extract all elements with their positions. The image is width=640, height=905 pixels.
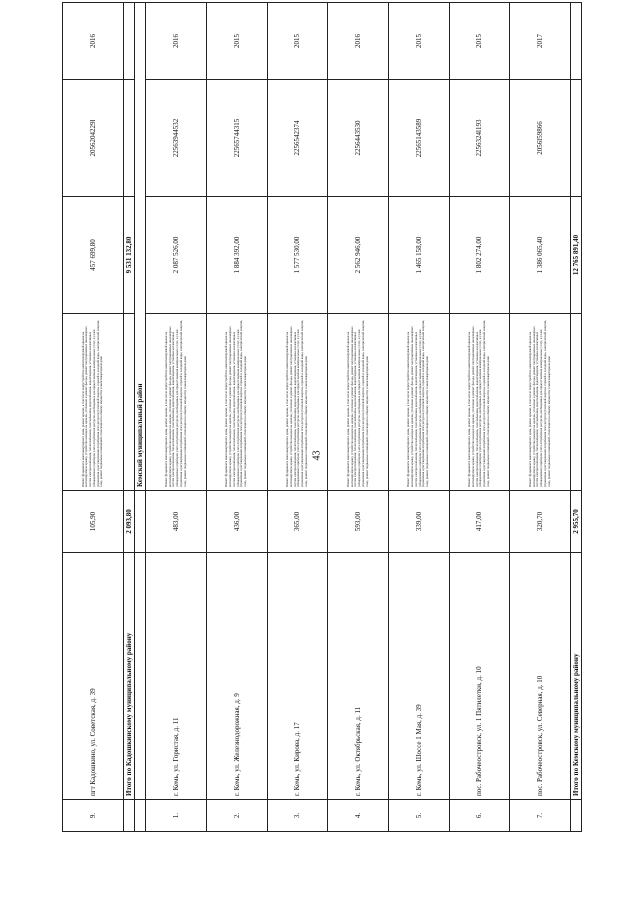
- table-row: [510, 3, 571, 832]
- area-cell: 436,00: [206, 491, 267, 553]
- total-cost: 9 531 132,80: [123, 197, 134, 314]
- work-description-cell: Ремонт фундамента многоквартирного дома, ремонт крыши, в том числе переустройство невентилируемой крыши на вентилируемую крышу, устройство выходов на кровлю, утепление и ремонт фасада, ремонт внутридомовых инженерных систем электроснабжения, теплоснабжения, газоснабжения, водоснабжения, водоотведения, установка коллективных (общедомовых) приборов учета потребления ресурсов, необходимых для предоставления коммунальных услуг, и узлов управления и регулирования потребления этих ресурсов (тепловой энергии, горячей и холодной воды, электрической энергии, газа), ремонт подвальных помещений, относящихся к общему имуществу в многоквартирном доме: [206, 314, 267, 491]
- section-title: Кемский муниципальный район: [134, 3, 146, 491]
- year-cell: 2015: [449, 3, 510, 80]
- year-cell: 2017: [510, 3, 571, 80]
- table-row: [328, 3, 389, 832]
- total-empty: [571, 314, 582, 491]
- cost-cell: 457 699,80: [63, 197, 124, 314]
- year-cell: 2015: [206, 3, 267, 80]
- cost-cell: 2 087 526,00: [146, 197, 207, 314]
- object-code-cell: 2256324l193: [449, 80, 510, 197]
- table-row: [267, 3, 328, 832]
- object-code-cell: 2256542374: [267, 80, 328, 197]
- cost-cell: 1 386 065,40: [510, 197, 571, 314]
- table-row: [449, 3, 510, 832]
- cost-cell: 1 802 274,00: [449, 197, 510, 314]
- table-row: [146, 3, 207, 832]
- work-description-cell: Ремонт фундамента многоквартирного дома, ремонт крыши, в том числе переустройство невентилируемой крыши на вентилируемую крышу, устройство выходов на кровлю, утепление и ремонт фасада, ремонт внутридомовых инженерных систем электроснабжения, теплоснабжения, газоснабжения, водоснабжения, водоотведения, установка коллективных (общедомовых) приборов учета потребления ресурсов, необходимых для предоставления коммунальных услуг, и узлов управления и регулирования потребления этих ресурсов (тепловой энергии, горячей и холодной воды, электрической энергии, газа), ремонт подвальных помещений, относящихся к общему имуществу в многоквартирном доме: [146, 314, 207, 491]
- total-area: 2 955,70: [571, 491, 582, 553]
- address-cell: пос. Рабочеостровск, ул. 1 Пятилетки, д. 10: [449, 553, 510, 800]
- area-cell: 365,00: [267, 491, 328, 553]
- area-cell: 483,00: [146, 491, 207, 553]
- total-row: [123, 3, 134, 832]
- area-cell: 320,70: [510, 491, 571, 553]
- section-empty: [134, 800, 146, 832]
- total-row: [571, 3, 582, 832]
- area-cell: 417,00: [449, 491, 510, 553]
- object-code-cell: 22565143589: [388, 80, 449, 197]
- cost-cell: 1 577 530,00: [267, 197, 328, 314]
- total-empty: [123, 314, 134, 491]
- row-number: 1.: [146, 800, 207, 832]
- year-cell: 2016: [328, 3, 389, 80]
- total-empty: [571, 800, 582, 832]
- row-number: 5.: [388, 800, 449, 832]
- address-cell: пгт Кадошкино, ул. Советская, д. 39: [63, 553, 124, 800]
- total-empty: [123, 3, 134, 80]
- section-row: [134, 3, 146, 832]
- object-code-cell: 2056l59866: [510, 80, 571, 197]
- total-label: Итого по Кадошкинскому муниципальному району: [123, 553, 134, 800]
- table-row: [206, 3, 267, 832]
- total-empty: [571, 3, 582, 80]
- year-cell: 2015: [267, 3, 328, 80]
- address-cell: пос. Рабочеостровск, ул. Северная, д. 10: [510, 553, 571, 800]
- rotated-table-wrapper: [62, 34, 582, 832]
- address-cell: г. Кемь, ул. Октябрьская, д. 11: [328, 553, 389, 800]
- address-cell: г. Кемь, ул. Шоссе 1 Мая, д. 39: [388, 553, 449, 800]
- work-description-cell: Ремонт фундамента многоквартирного дома, ремонт крыши, в том числе переустройство невентилируемой крыши на вентилируемую крышу, устройство выходов на кровлю, утепление и ремонт фасада, ремонт внутридомовых инженерных систем электроснабжения, теплоснабжения, газоснабжения, водоснабжения, водоотведения, установка коллективных (общедомовых) приборов учета потребления ресурсов, необходимых для предоставления коммунальных услуг, и узлов управления и регулирования потребления этих ресурсов (тепловой энергии, горячей и холодной воды, электрической энергии, газа), ремонт подвальных помещений, относящихся к общему имуществу в многоквартирном доме: [328, 314, 389, 491]
- table-row: [63, 3, 124, 832]
- object-code-cell: 2256443530: [328, 80, 389, 197]
- total-label: Итого по Кемскому муниципальному району: [571, 553, 582, 800]
- work-description-cell: Ремонт фундамента многоквартирного дома, ремонт крыши, в том числе переустройство невентилируемой крыши на вентилируемую крышу, устройство выходов на кровлю, утепление и ремонт фасада, ремонт внутридомовых инженерных систем электроснабжения, теплоснабжения, газоснабжения, водоснабжения, водоотведения, установка коллективных (общедомовых) приборов учета потребления ресурсов, необходимых для предоставления коммунальных услуг, и узлов управления и регулирования потребления этих ресурсов (тепловой энергии, горячей и холодной воды, электрической энергии, газа), ремонт подвальных помещений, относящихся к общему имуществу в многоквартирном доме: [388, 314, 449, 491]
- total-empty: [123, 80, 134, 197]
- total-cost: 12 765 891,40: [571, 197, 582, 314]
- address-cell: г. Кемь, ул. Кирова, д. 17: [267, 553, 328, 800]
- object-code-cell: 2056204229l: [63, 80, 124, 197]
- page-number: 43: [311, 450, 323, 461]
- row-number: 4.: [328, 800, 389, 832]
- total-empty: [123, 800, 134, 832]
- section-empty: [134, 553, 146, 800]
- work-description-cell: Ремонт фундамента многоквартирного дома, ремонт крыши, в том числе переустройство невентилируемой крыши на вентилируемую крышу, устройство выходов на кровлю, утепление и ремонт фасада, ремонт внутридомовых инженерных систем электроснабжения, теплоснабжения, газоснабжения, водоснабжения, водоотведения, установка коллективных (общедомовых) приборов учета потребления ресурсов, необходимых для предоставления коммунальных услуг, и узлов управления и регулирования потребления этих ресурсов (тепловой энергии, горячей и холодной воды, электрической энергии, газа), ремонт подвальных помещений, относящихся к общему имуществу в многоквартирном доме: [63, 314, 124, 491]
- total-area: 2 093,80: [123, 491, 134, 553]
- work-description-cell: Ремонт фундамента многоквартирного дома, ремонт крыши, в том числе переустройство невентилируемой крыши на вентилируемую крышу, устройство выходов на кровлю, утепление и ремонт фасада, ремонт внутридомовых инженерных систем электроснабжения, теплоснабжения, газоснабжения, водоснабжения, водоотведения, установка коллективных (общедомовых) приборов учета потребления ресурсов, необходимых для предоставления коммунальных услуг, и узлов управления и регулирования потребления этих ресурсов (тепловой энергии, горячей и холодной воды, электрической энергии, газа), ремонт подвальных помещений, относящихся к общему имуществу в многоквартирном доме: [449, 314, 510, 491]
- object-code-cell: 22565744315: [206, 80, 267, 197]
- cost-cell: 1 465 158,00: [388, 197, 449, 314]
- section-empty: [134, 491, 146, 553]
- year-cell: 2016: [146, 3, 207, 80]
- area-cell: 339,00: [388, 491, 449, 553]
- row-number: 2.: [206, 800, 267, 832]
- row-number: 7.: [510, 800, 571, 832]
- work-description-cell: Ремонт фундамента многоквартирного дома, ремонт крыши, в том числе переустройство невентилируемой крыши на вентилируемую крышу, устройство выходов на кровлю, утепление и ремонт фасада, ремонт внутридомовых инженерных систем электроснабжения, теплоснабжения, газоснабжения, водоснабжения, водоотведения, установка коллективных (общедомовых) приборов учета потребления ресурсов, необходимых для предоставления коммунальных услуг, и узлов управления и регулирования потребления этих ресурсов (тепловой энергии, горячей и холодной воды, электрической энергии, газа), ремонт подвальных помещений, относящихся к общему имуществу в многоквартирном доме: [510, 314, 571, 491]
- table-row: [388, 3, 449, 832]
- year-cell: 2015: [388, 3, 449, 80]
- object-code-cell: 22563944532: [146, 80, 207, 197]
- work-description-cell: Ремонт фундамента многоквартирного дома, ремонт крыши, в том числе переустройство невентилируемой крыши на вентилируемую крышу, устройство выходов на кровлю, утепление и ремонт фасада, ремонт внутридомовых инженерных систем электроснабжения, теплоснабжения, газоснабжения, водоснабжения, водоотведения, установка коллективных (общедомовых) приборов учета потребления ресурсов, необходимых для предоставления коммунальных услуг, и узлов управления и регулирования потребления этих ресурсов (тепловой энергии, горячей и холодной воды, электрической энергии, газа), ремонт подвальных помещений, относящихся к общему имуществу в многоквартирном доме: [267, 314, 328, 491]
- address-cell: г. Кемь, ул. Гористая, д. 11: [146, 553, 207, 800]
- total-empty: [571, 80, 582, 197]
- row-number: 9.: [63, 800, 124, 832]
- area-cell: 593,00: [328, 491, 389, 553]
- area-cell: 105,90: [63, 491, 124, 553]
- address-cell: г. Кемь, ул. Железнодорожная, д. 9: [206, 553, 267, 800]
- program-table-frame: [62, 34, 582, 832]
- year-cell: 2016: [63, 3, 124, 80]
- cost-cell: 1 884 392,00: [206, 197, 267, 314]
- program-table: [62, 2, 582, 832]
- cost-cell: 2 562 946,00: [328, 197, 389, 314]
- row-number: 3.: [267, 800, 328, 832]
- row-number: 6.: [449, 800, 510, 832]
